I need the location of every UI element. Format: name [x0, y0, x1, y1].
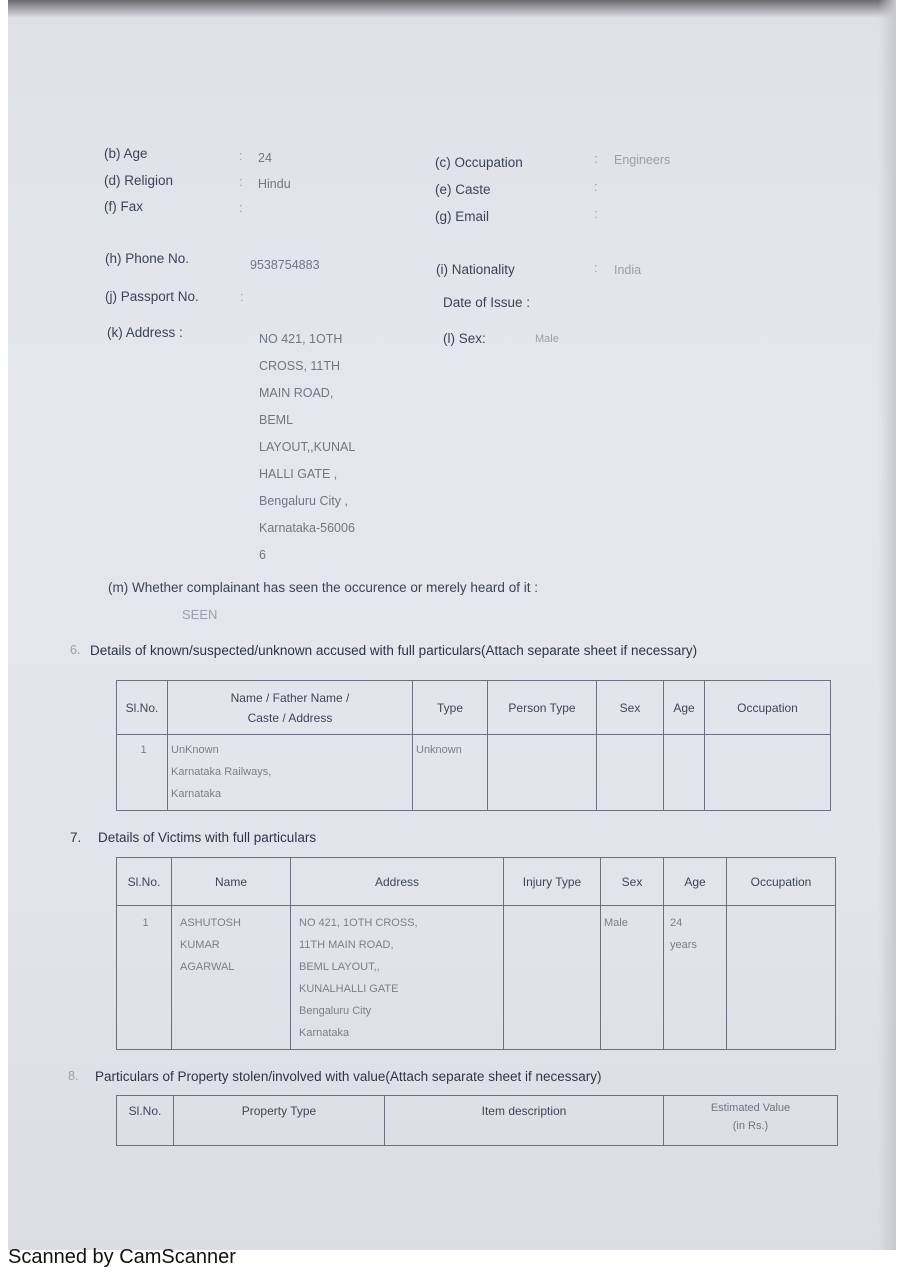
header-name — [168, 681, 413, 735]
fax-colon: : — [239, 201, 243, 215]
nationality-colon: : — [594, 261, 598, 275]
passport-colon: : — [240, 290, 244, 304]
section6-title: Details of known/suspected/unknown accused with full particulars(Attach separate sheet if necessary) — [90, 643, 698, 658]
estimated-value-line2: (in Rs.) — [732, 1120, 769, 1132]
cell-slno: 1 — [117, 735, 168, 811]
age-label: (b) Age — [104, 146, 148, 161]
section8-title: Particulars of Property stolen/involved with value(Attach separate sheet if necessary) — [95, 1069, 602, 1084]
cell-type: Unknown — [413, 735, 488, 811]
cell-occupation — [727, 906, 836, 1050]
name-line: ASHUTOSH — [180, 917, 241, 929]
name-line: UnKnown — [171, 744, 219, 756]
camscanner-watermark: Scanned by CamScanner — [8, 1246, 236, 1268]
religion-value: Hindu — [258, 177, 291, 191]
email-label: (g) Email — [435, 209, 490, 224]
section7-number: 7. — [70, 830, 82, 845]
address-value — [259, 326, 355, 569]
occupation-value: Engineers — [614, 153, 671, 167]
sex-label: (l) Sex: — [443, 331, 486, 346]
religion-label: (d) Religion — [104, 173, 174, 188]
header-estimated-value — [664, 1096, 838, 1146]
header-occupation: Occupation — [727, 858, 836, 906]
victims-table — [116, 857, 836, 1050]
header-name: Name — [172, 858, 291, 906]
page-right-shadow — [878, 0, 896, 1250]
address-line: 11TH MAIN ROAD, — [299, 939, 394, 951]
cell-person-type — [488, 735, 597, 811]
header-age: Age — [664, 858, 727, 906]
address-line: MAIN ROAD, — [259, 386, 334, 400]
address-line: KUNALHALLI GATE — [299, 983, 399, 995]
estimated-value-line1: Estimated Value — [710, 1102, 791, 1114]
phone-label: (h) Phone No. — [105, 251, 190, 266]
address-line: NO 421, 1OTH — [259, 332, 343, 346]
header-sex: Sex — [601, 858, 664, 906]
name-line: Karnataka — [171, 788, 222, 800]
name-line: AGARWAL — [180, 961, 235, 973]
cell-injury-type — [504, 906, 601, 1050]
header-property-type: Property Type — [174, 1096, 385, 1146]
address-line: Karnataka-56006 — [259, 521, 355, 535]
caste-label: (e) Caste — [435, 182, 491, 197]
cell-name — [168, 735, 413, 811]
address-line: Bengaluru City — [299, 1005, 372, 1017]
passport-label: (j) Passport No. — [105, 289, 199, 304]
address-line: NO 421, 1OTH CROSS, — [299, 917, 418, 929]
section6-number: 6. — [70, 643, 81, 657]
age-line: years — [670, 939, 697, 951]
phone-value: 9538754883 — [250, 258, 320, 272]
nationality-value: India — [614, 263, 642, 277]
cell-age — [664, 735, 705, 811]
address-line: BEML LAYOUT,, — [299, 961, 380, 973]
section8-number: 8. — [68, 1069, 79, 1083]
table-row — [117, 906, 836, 1050]
property-table — [116, 1095, 838, 1146]
header-injury-type: Injury Type — [504, 858, 601, 906]
age-value: 24 — [258, 151, 272, 165]
header-type: Type — [413, 681, 488, 735]
header-name-line2: Caste / Address — [247, 710, 333, 725]
occupation-colon: : — [594, 152, 598, 166]
header-sex: Sex — [597, 681, 664, 735]
witness-answer: SEEN — [182, 607, 218, 622]
cell-name — [172, 906, 291, 1050]
cell-sex — [597, 735, 664, 811]
email-colon: : — [594, 207, 598, 221]
header-address: Address — [291, 858, 504, 906]
cell-sex: Male — [601, 906, 664, 1050]
header-slno: Sl.No. — [117, 681, 168, 735]
nationality-label: (i) Nationality — [436, 262, 515, 277]
occupation-label: (c) Occupation — [435, 155, 523, 170]
cell-age — [664, 906, 727, 1050]
accused-table — [116, 680, 831, 811]
name-line: Karnataka Railways, — [171, 766, 272, 778]
witness-question: (m) Whether complainant has seen the occurence or merely heard of it : — [108, 580, 538, 595]
address-line: BEML — [259, 413, 294, 427]
cell-occupation — [705, 735, 831, 811]
cell-slno: 1 — [117, 906, 172, 1050]
fax-label: (f) Fax — [104, 199, 143, 214]
scanned-page — [8, 0, 896, 1250]
header-age: Age — [664, 681, 705, 735]
header-item-description: Item description — [385, 1096, 664, 1146]
date-of-issue-label: Date of Issue : — [443, 295, 531, 310]
page-top-shadow — [8, 0, 896, 18]
address-label: (k) Address : — [107, 325, 183, 340]
sex-value: Male — [535, 333, 559, 345]
header-person-type: Person Type — [488, 681, 597, 735]
table-row — [117, 735, 831, 811]
name-line: KUMAR — [180, 939, 220, 951]
address-line: LAYOUT,,KUNAL — [259, 440, 356, 454]
religion-colon: : — [239, 175, 243, 189]
address-line: Karnataka — [299, 1027, 350, 1039]
address-line: HALLI GATE , — [259, 467, 338, 481]
age-colon: : — [239, 149, 243, 163]
age-line: 24 — [670, 917, 683, 929]
header-name-line1: Name / Father Name / — [230, 690, 350, 705]
address-line: CROSS, 11TH — [259, 359, 341, 373]
address-line: 6 — [259, 548, 266, 562]
cell-address — [291, 906, 504, 1050]
section7-title: Details of Victims with full particulars — [98, 830, 317, 845]
caste-colon: : — [594, 180, 598, 194]
header-occupation: Occupation — [705, 681, 831, 735]
header-slno: Sl.No. — [117, 858, 172, 906]
address-line: Bengaluru City , — [259, 494, 348, 508]
header-slno: Sl.No. — [117, 1096, 174, 1146]
